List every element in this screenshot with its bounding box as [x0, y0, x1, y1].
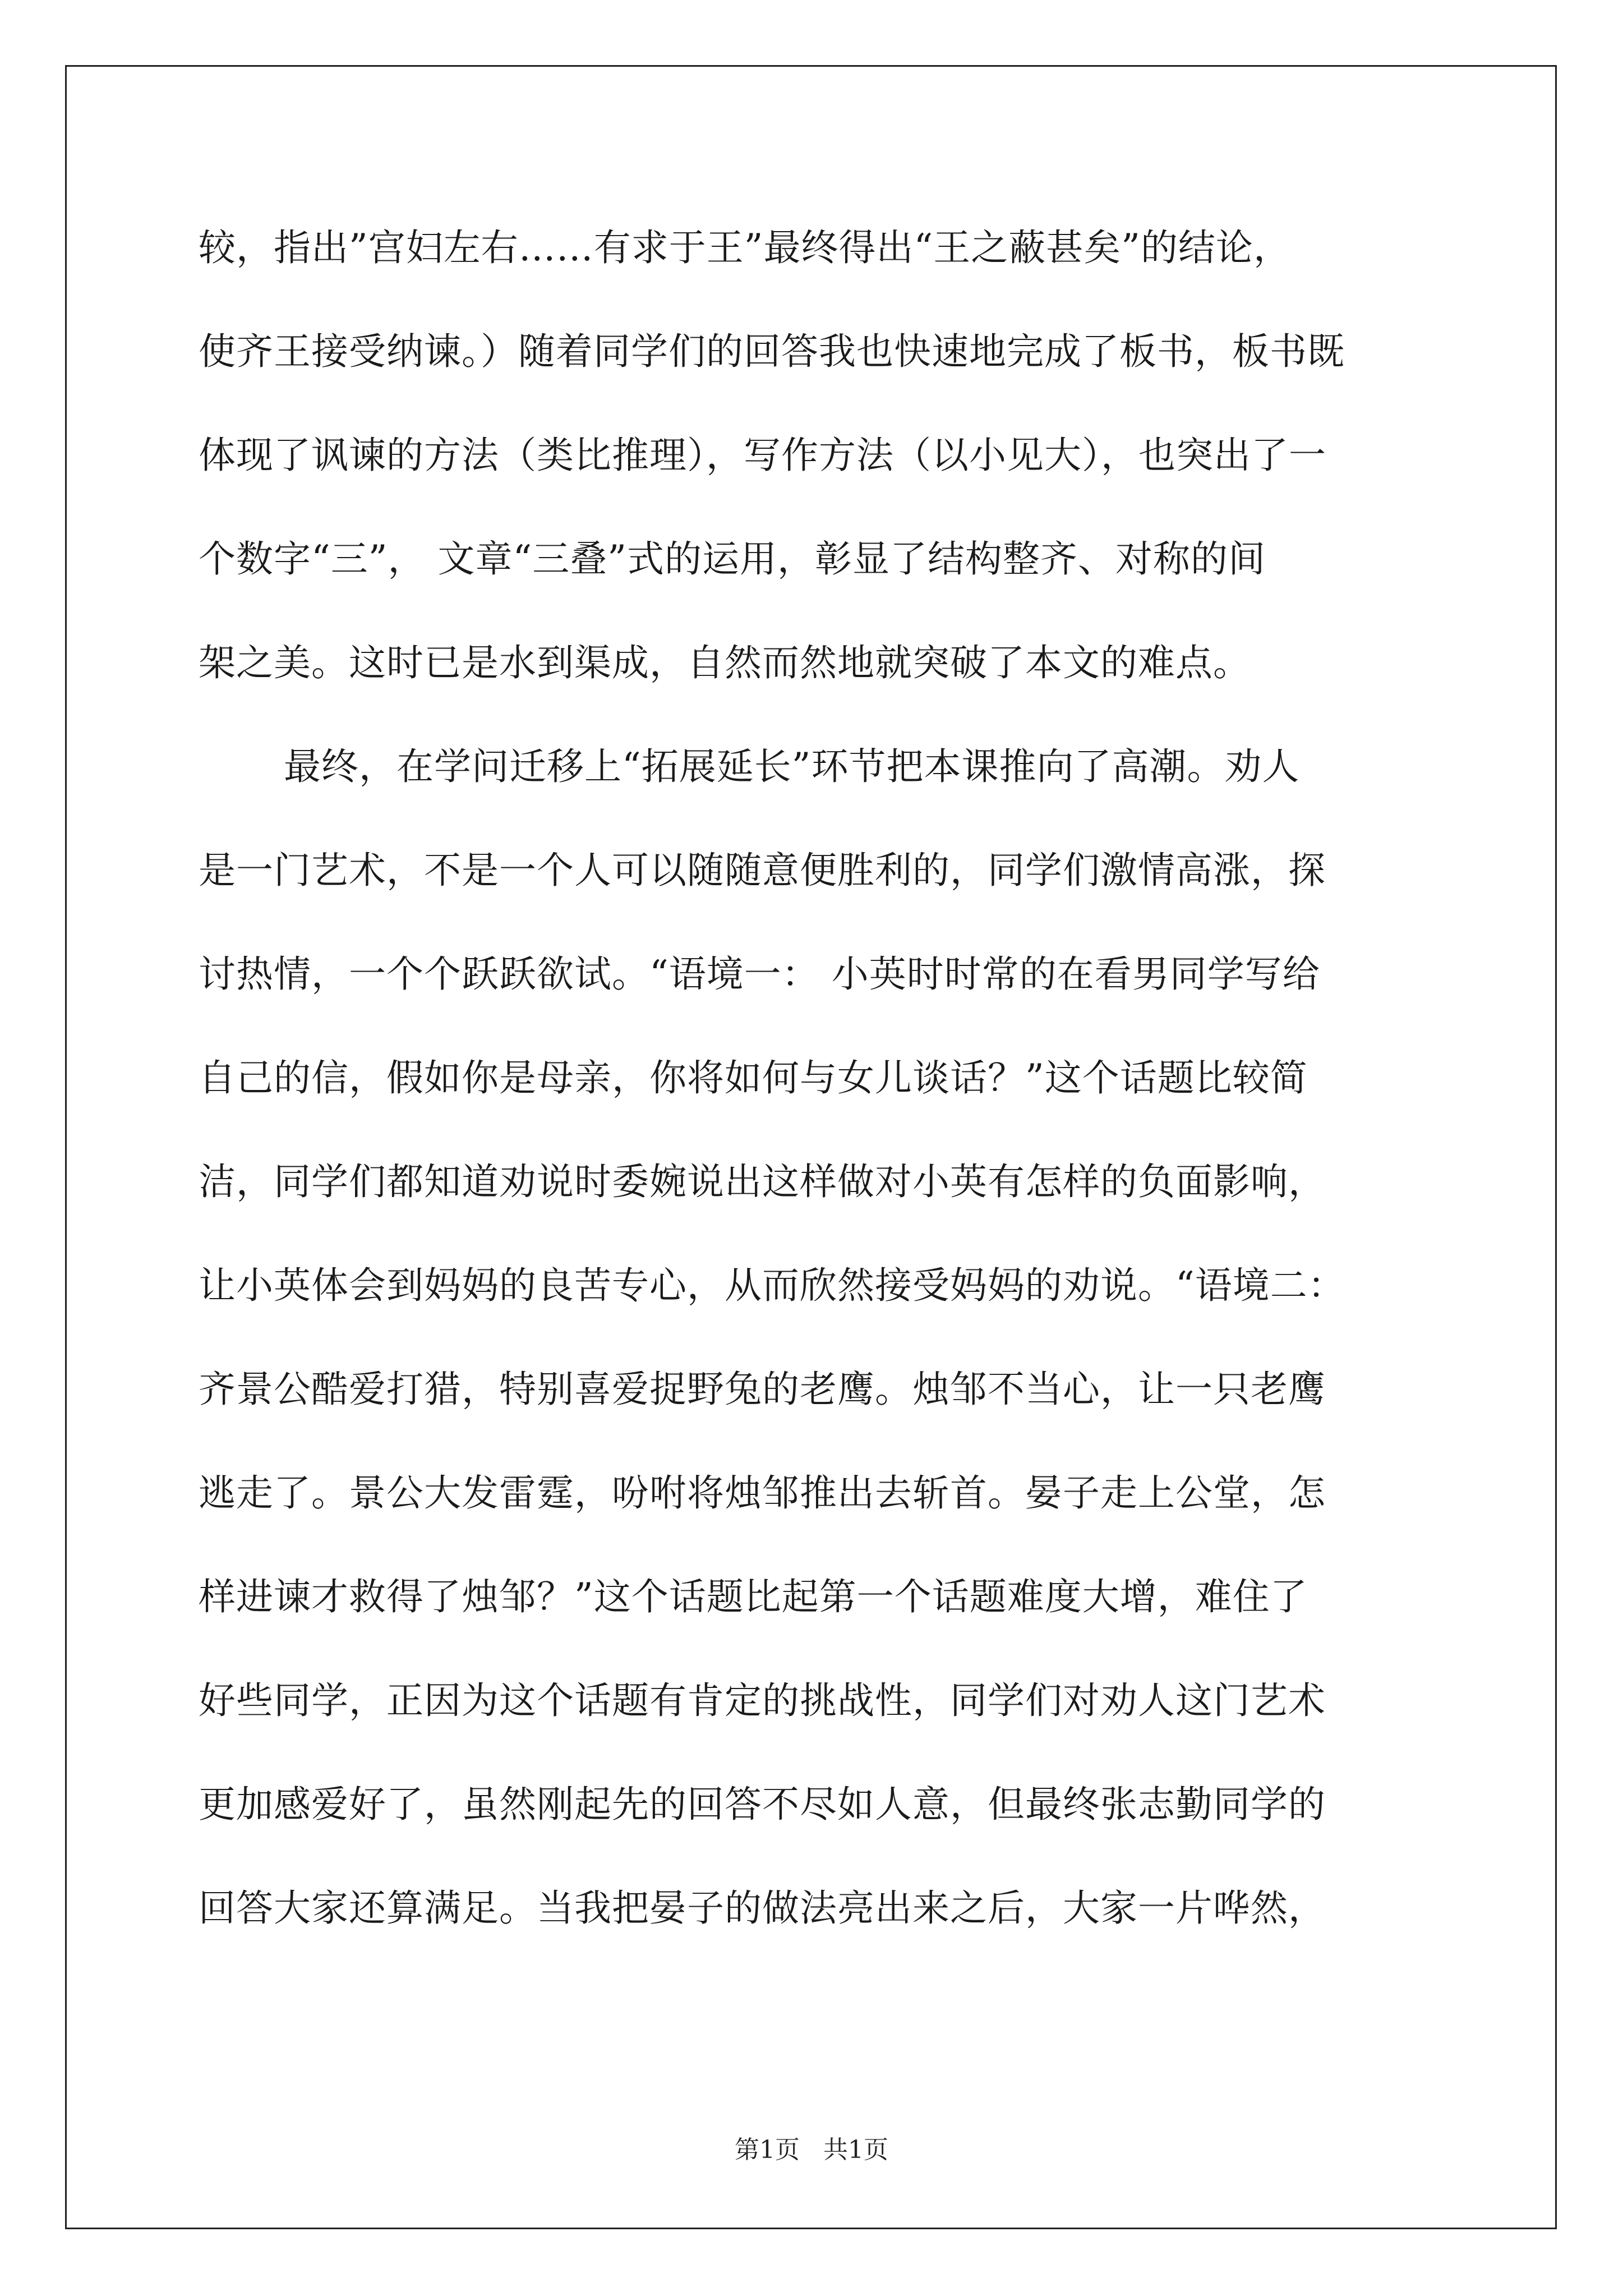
text-line: 使齐王接受纳谏。）随着同学们的回答我也快速地完成了板书，板书既: [199, 330, 1345, 373]
text-line: 更加感爱好了，虽然刚起先的回答不尽如人意，但最终张志勤同学的: [199, 1783, 1326, 1826]
text-line: 较，指出”宫妇左右……有求于王”最终得出“王之蔽甚矣”的结论，: [199, 226, 1291, 269]
text-line: 自己的信，假如你是母亲，你将如何与女儿谈话？”这个话题比较简: [199, 1056, 1308, 1099]
text-line: 架之美。这时已是水到渠成，自然而然地就突破了本文的难点。: [199, 641, 1251, 684]
text-line: 让小英体会到妈妈的良苦专心，从而欣然接受妈妈的劝说。“语境二：: [199, 1264, 1345, 1307]
text-line: 齐景公酷爱打猎，特别喜爱捉野兔的老鹰。烛邹不当心，让一只老鹰: [199, 1368, 1326, 1411]
text-line: 回答大家还算满足。当我把晏子的做法亮出来之后，大家一片哗然，: [199, 1887, 1326, 1930]
paragraph-first-line: 最终，在学问迁移上“拓展延长”环节把本课推向了高潮。劝人: [284, 745, 1300, 788]
text-line: 讨热情，一个个跃跃欲试。“语境一： 小英时时常的在看男同学写给: [199, 953, 1320, 996]
page-number-footer: 第1页 共1页: [735, 2136, 888, 2164]
text-line: 个数字“三”， 文章“三叠”式的运用，彰显了结构整齐、对称的间: [199, 537, 1266, 581]
text-line: 是一门艺术，不是一个人可以随随意便胜利的，同学们激情高涨，探: [199, 849, 1326, 892]
text-line: 好些同学，正因为这个话题有肯定的挑战性，同学们对劝人这门艺术: [199, 1679, 1326, 1722]
text-line: 逃走了。景公大发雷霆，吩咐将烛邹推出去斩首。晏子走上公堂，怎: [199, 1471, 1326, 1515]
text-line: 体现了讽谏的方法（类比推理），写作方法（以小见大），也突出了一: [199, 434, 1326, 477]
text-line: 洁，同学们都知道劝说时委婉说出这样做对小英有怎样的负面影响，: [199, 1160, 1326, 1203]
text-line: 样进谏才救得了烛邹？”这个话题比起第一个话题难度大增，难住了: [199, 1575, 1308, 1618]
